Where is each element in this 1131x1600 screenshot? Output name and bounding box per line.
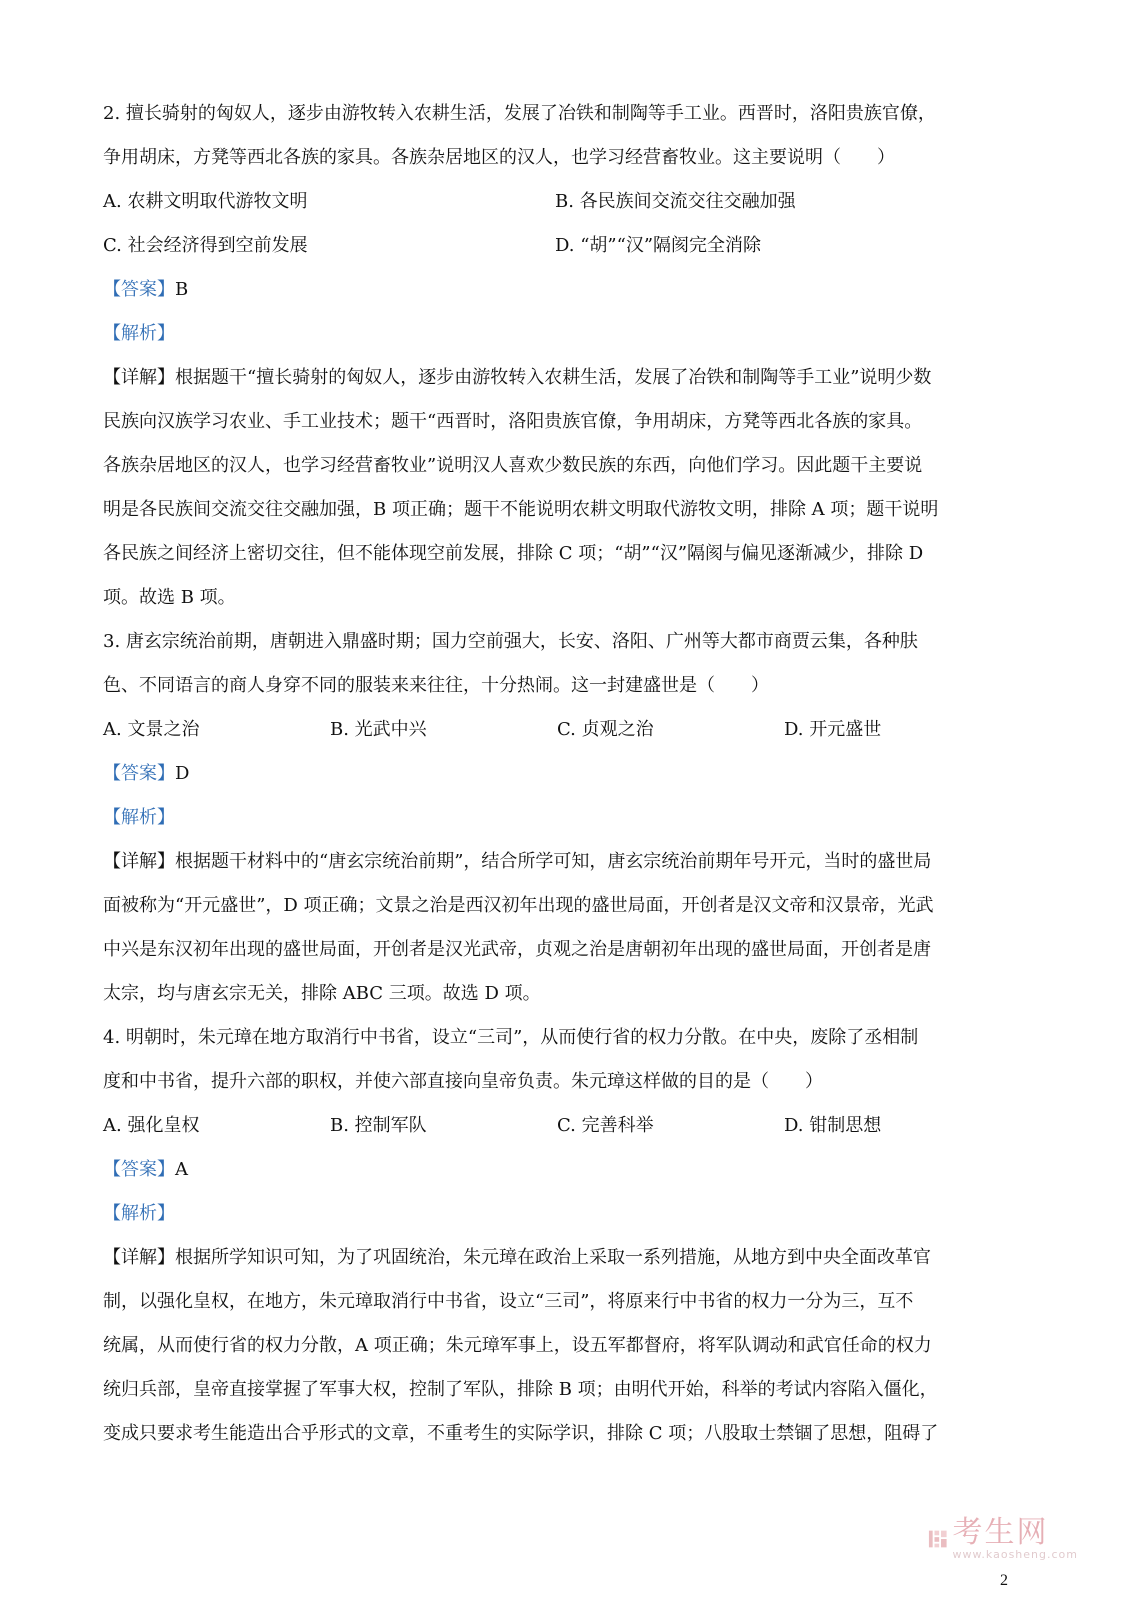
detail-text: 根据所学知识可知，为了巩固统治，朱元璋在政治上采取一系列措施，从地方到中央全面改革官 xyxy=(175,1247,931,1268)
kaosheng-logo-icon xyxy=(928,1517,948,1561)
options-row xyxy=(103,224,1013,268)
question-stem-line: 争用胡床，方凳等西北各族的家具。各族杂居地区的汉人，也学习经营畜牧业。这主要说明（ ） xyxy=(103,147,895,168)
answer-line xyxy=(103,268,1013,312)
option-c: C. 贞观之治 xyxy=(557,719,654,740)
question-stem-line: 2. 擅长骑射的匈奴人，逐步由游牧转入农耕生活，发展了冶铁和制陶等手工业。西晋时，洛阳贵族官僚， xyxy=(103,103,936,124)
detail-line: 中兴是东汉初年出现的盛世局面，开创者是汉光武帝，贞观之治是唐朝初年出现的盛世局面，开创者是唐 xyxy=(103,939,931,960)
detail-tag: 【详解】 xyxy=(103,367,175,388)
analysis-tag: 【解析】 xyxy=(103,807,175,828)
detail-line xyxy=(103,1236,1013,1280)
option-b: B. 控制军队 xyxy=(330,1115,427,1136)
detail-tag: 【详解】 xyxy=(103,851,175,872)
option-a: A. 强化皇权 xyxy=(103,1115,200,1136)
watermark-url: www.kaosheng.com xyxy=(952,1548,1078,1561)
analysis-tag: 【解析】 xyxy=(103,1203,175,1224)
detail-line: 统归兵部，皇帝直接掌握了军事大权，控制了军队，排除 B 项；由明代开始，科举的考试内容陷入僵化， xyxy=(103,1379,938,1400)
question-stem-line: 3. 唐玄宗统治前期，唐朝进入鼎盛时期；国力空前强大，长安、洛阳、广州等大都市商贾云集，各种肤 xyxy=(103,631,918,652)
question-stem-line: 4. 明朝时，朱元璋在地方取消行中书省，设立“三司”，从而使行省的权力分散。在中央，废除了丞相制 xyxy=(103,1027,919,1048)
option-a: A. 文景之治 xyxy=(103,719,200,740)
detail-line: 各族杂居地区的汉人，也学习经营畜牧业”说明汉人喜欢少数民族的东西，向他们学习。因此题干主要说 xyxy=(103,455,923,476)
question-stem-line: 度和中书省，提升六部的职权，并使六部直接向皇帝负责。朱元璋这样做的目的是（ ） xyxy=(103,1071,823,1092)
answer-value: A xyxy=(175,1159,188,1180)
analysis-line xyxy=(103,312,1013,356)
answer-value: D xyxy=(175,763,190,784)
option-b: B. 光武中兴 xyxy=(330,719,427,740)
detail-line: 变成只要求考生能造出合乎形式的文章，不重考生的实际学识，排除 C 项；八股取士禁锢了思想，阻碍了 xyxy=(103,1423,939,1444)
detail-line: 各民族之间经济上密切交往，但不能体现空前发展，排除 C 项；“胡”“汉”隔阂与偏见逐渐减少，排除 D xyxy=(103,543,924,564)
analysis-line xyxy=(103,1192,1013,1236)
answer-value: B xyxy=(175,279,189,300)
detail-text: 根据题干材料中的“唐玄宗统治前期”，结合所学可知，唐玄宗统治前期年号开元，当时的盛世局 xyxy=(175,851,932,872)
options-row xyxy=(103,180,1013,224)
document-page xyxy=(103,92,1013,1456)
detail-line: 项。故选 B 项。 xyxy=(103,587,236,608)
page-number: 2 xyxy=(1000,1572,1008,1589)
question-stem-line: 色、不同语言的商人身穿不同的服装来来往往，十分热闹。这一封建盛世是（ ） xyxy=(103,675,769,696)
answer-tag: 【答案】 xyxy=(103,1159,175,1180)
option-c: C. 完善科举 xyxy=(557,1115,654,1136)
answer-line xyxy=(103,752,1013,796)
question-2 xyxy=(103,92,1013,620)
detail-line xyxy=(103,356,1013,400)
watermark-logo xyxy=(928,1512,1078,1566)
detail-line: 太宗，均与唐玄宗无关，排除 ABC 三项。故选 D 项。 xyxy=(103,983,541,1004)
answer-tag: 【答案】 xyxy=(103,279,175,300)
option-d: D. 开元盛世 xyxy=(784,719,882,740)
question-4 xyxy=(103,1016,1013,1456)
detail-tag: 【详解】 xyxy=(103,1247,175,1268)
detail-line: 民族向汉族学习农业、手工业技术；题干“西晋时，洛阳贵族官僚，争用胡床，方凳等西北各族的家具。 xyxy=(103,411,923,432)
answer-line xyxy=(103,1148,1013,1192)
detail-line: 制，以强化皇权，在地方，朱元璋取消行中书省，设立“三司”，将原来行中书省的权力一分为三，互不 xyxy=(103,1291,914,1312)
options-row xyxy=(103,708,1013,752)
option-d: D. 钳制思想 xyxy=(784,1115,882,1136)
detail-line: 面被称为“开元盛世”，D 项正确；文景之治是西汉初年出现的盛世局面，开创者是汉文帝和汉景帝，光武 xyxy=(103,895,934,916)
option-c: C. 社会经济得到空前发展 xyxy=(103,235,308,256)
answer-tag: 【答案】 xyxy=(103,763,175,784)
analysis-tag: 【解析】 xyxy=(103,323,175,344)
detail-line xyxy=(103,840,1013,884)
analysis-line xyxy=(103,796,1013,840)
question-3 xyxy=(103,620,1013,1016)
option-b: B. 各民族间交流交往交融加强 xyxy=(555,191,796,212)
detail-line: 明是各民族间交流交往交融加强，B 项正确；题干不能说明农耕文明取代游牧文明，排除 A 项；题干说明 xyxy=(103,499,939,520)
options-row xyxy=(103,1104,1013,1148)
option-d: D. “胡”“汉”隔阂完全消除 xyxy=(555,235,762,256)
watermark-text: 考生网 xyxy=(952,1515,1049,1550)
detail-line: 统属，从而使行省的权力分散，A 项正确；朱元璋军事上，设五军都督府，将军队调动和武官任命的权力 xyxy=(103,1335,932,1356)
option-a: A. 农耕文明取代游牧文明 xyxy=(103,191,308,212)
detail-text: 根据题干“擅长骑射的匈奴人，逐步由游牧转入农耕生活，发展了冶铁和制陶等手工业”说明少数 xyxy=(175,367,932,388)
